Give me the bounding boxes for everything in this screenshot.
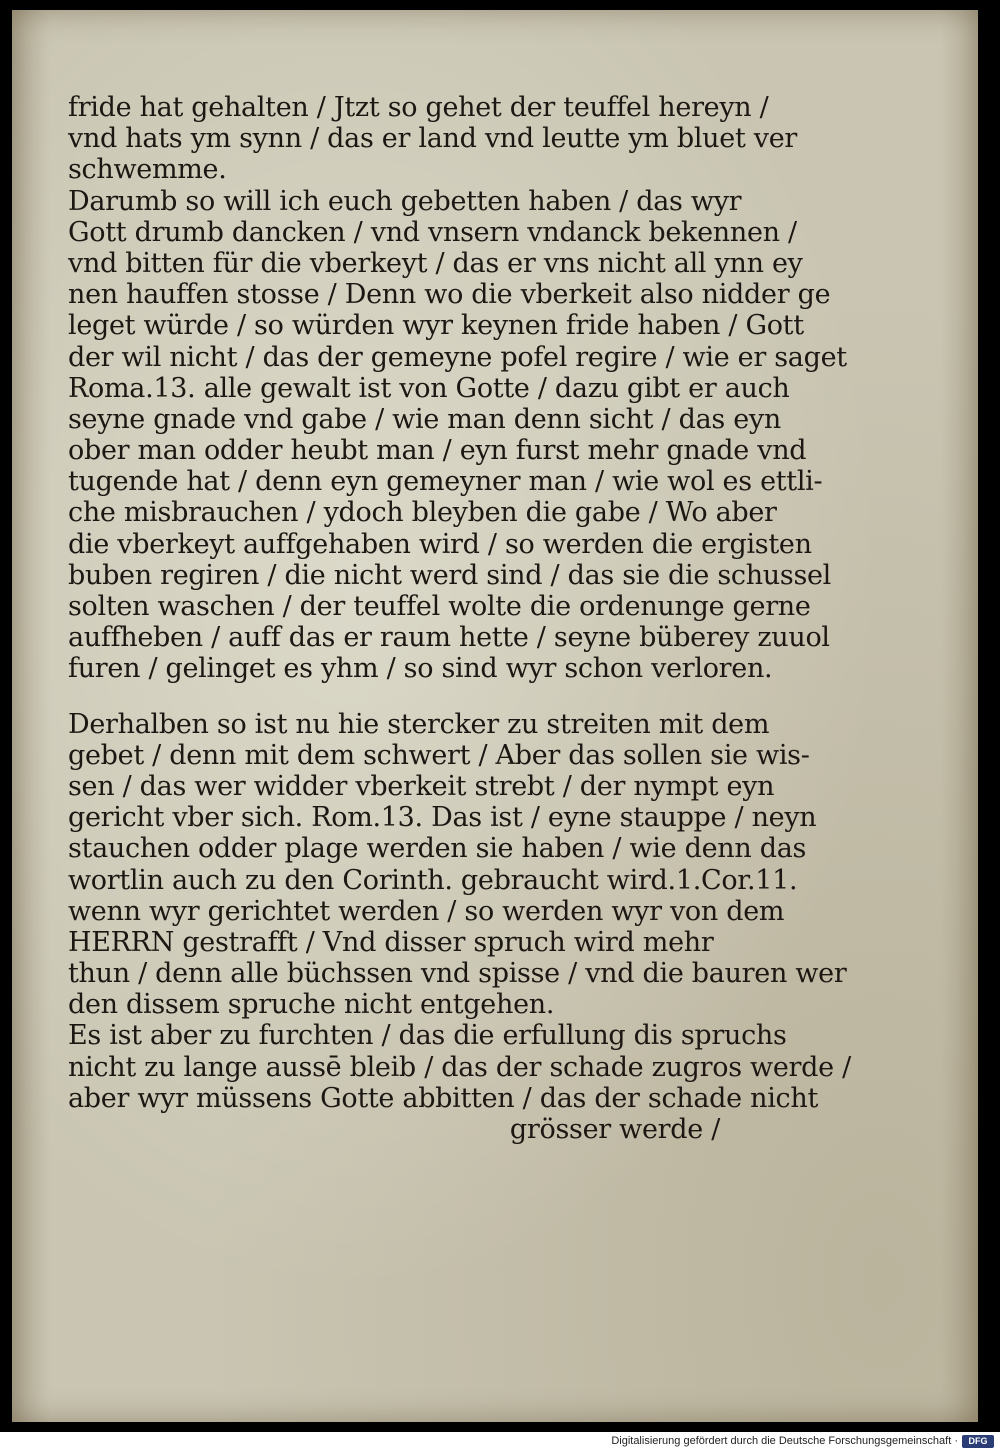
text-line: tugende hat / denn eyn gemeyner man / wie wol es ettli- xyxy=(68,466,823,498)
text-line: fride hat gehalten / Jtzt so gehet der teuffel hereyn / xyxy=(68,92,769,123)
text-line: che misbrauchen / ydoch bleyben die gabe / Wo aber xyxy=(68,497,777,529)
text-line: stauchen odder plage werden sie haben / wie denn das xyxy=(68,833,807,865)
text-line: Derhalben so ist nu hie stercker zu streiten mit dem xyxy=(68,708,770,740)
text-line: Gott drumb dancken / vnd vnsern vndanck bekennen / xyxy=(68,216,797,248)
text-line: leget würde / so würden wyr keynen fride haben / Gott xyxy=(68,310,804,342)
page-text xyxy=(68,92,851,1145)
text-line: Roma.13. alle gewalt ist von Gotte / dazu gibt er auch xyxy=(68,372,790,404)
text-line: furen / gelinget es yhm / so sind wyr schon verloren. xyxy=(68,653,773,685)
text-line: solten waschen / der teuffel wolte die ordenunge gerne xyxy=(68,591,811,622)
book-page xyxy=(12,10,978,1422)
text-line: gebet / denn mit dem schwert / Aber das sollen sie wis- xyxy=(68,739,810,771)
text-line: nen hauffen stosse / Denn wo die vberkeit also nidder ge xyxy=(68,279,831,311)
funding-notice: Digitalisierung gefördert durch die Deutsche Forschungsgemeinschaft · xyxy=(611,1435,958,1447)
text-line: ober man odder heubt man / eyn furst mehr gnade vnd xyxy=(68,435,807,467)
paragraph-gap xyxy=(68,685,728,709)
text-line: seyne gnade vnd gabe / wie man denn sicht / das eyn xyxy=(68,403,781,435)
text-line: HERRN gestrafft / Vnd disser spruch wird mehr xyxy=(68,926,714,958)
text-line: aber wyr müssens Gotte abbitten / das der schade nicht xyxy=(68,1082,818,1114)
text-line: schwemme. xyxy=(68,154,227,186)
text-line: der wil nicht / das der gemeyne pofel regire / wie er saget xyxy=(68,341,847,373)
text-line: die vberkeyt auffgehaben wird / so werden die ergisten xyxy=(68,528,812,560)
text-line: Es ist aber zu furchten / das die erfullung dis spruchs xyxy=(68,1020,787,1052)
text-line: nicht zu lange aussē bleib / das der schade zugros werde / xyxy=(68,1051,851,1083)
text-line: thun / denn alle büchssen vnd spisse / vnd die bauren wer xyxy=(68,958,847,990)
footer-bar xyxy=(0,1432,1000,1452)
text-line: gericht vber sich. Rom.13. Das ist / eyne stauppe / neyn xyxy=(68,802,817,834)
text-line: Darumb so will ich euch gebetten haben / das wyr xyxy=(68,185,742,217)
text-line: vnd bitten für die vberkeyt / das er vns nicht all ynn ey xyxy=(68,247,803,279)
text-line: buben regiren / die nicht werd sind / das sie die schussel xyxy=(68,559,832,591)
text-line: vnd hats ym synn / das er land vnd leutte ym bluet ver xyxy=(68,123,798,155)
text-line: den dissem spruche nicht entgehen. xyxy=(68,989,555,1021)
dfg-logo-icon: DFG xyxy=(962,1435,994,1448)
text-line: sen / das wer widder vberkeit strebt / der nympt eyn xyxy=(68,770,775,802)
text-line: auffheben / auff das er raum hette / seyne büberey zuuol xyxy=(68,622,830,654)
text-line: wortlin auch zu den Corinth. gebraucht wird.1.Cor.11. xyxy=(68,864,798,896)
text-line: wenn wyr gerichtet werden / so werden wyr von dem xyxy=(68,895,785,927)
catchword: grösser werde / xyxy=(509,1114,720,1145)
